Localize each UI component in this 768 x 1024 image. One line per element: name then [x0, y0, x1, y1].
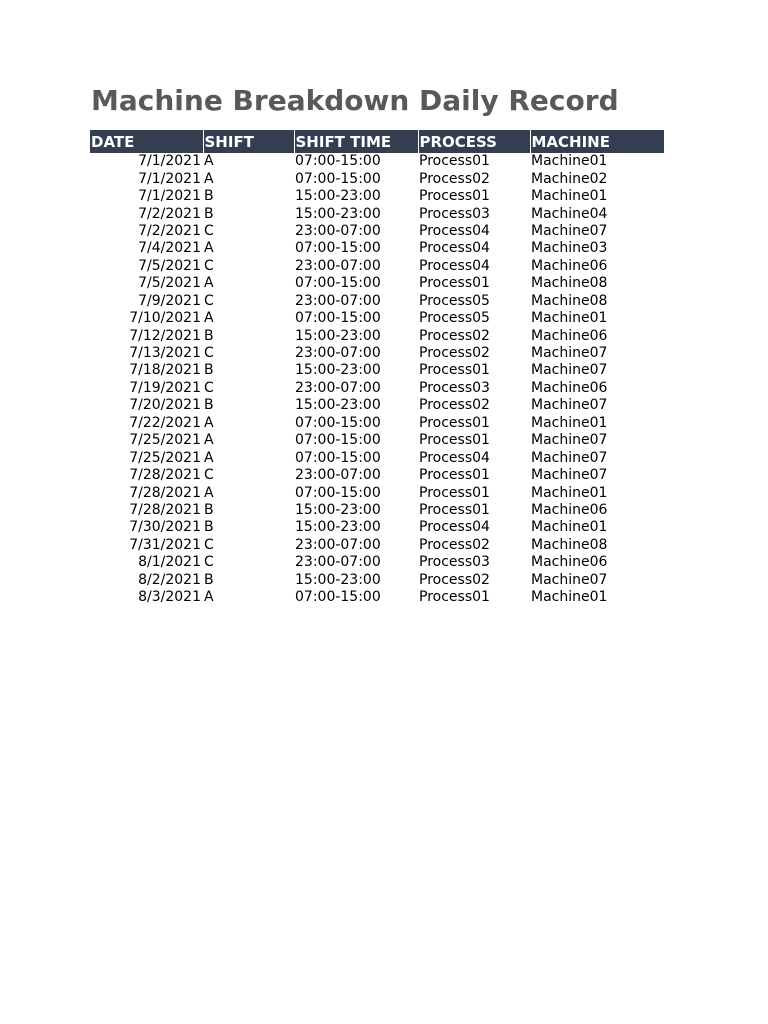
column-header-shift: SHIFT	[203, 130, 294, 153]
date-cell: 7/9/2021	[138, 292, 201, 309]
shift-time-cell: 23:00-07:00	[295, 292, 381, 309]
machine-cell: Machine07	[531, 222, 608, 239]
date-cell: 7/30/2021	[129, 519, 201, 536]
shift-cell: C	[204, 257, 214, 274]
process-cell: Process01	[419, 589, 490, 606]
machine-cell: Machine07	[531, 397, 608, 414]
shift-time-cell: 23:00-07:00	[295, 536, 381, 553]
table-row	[90, 537, 664, 554]
machine-cell: Machine06	[531, 554, 608, 571]
shift-time-cell: 15:00-23:00	[295, 397, 381, 414]
column-header-shift-time: SHIFT TIME	[294, 130, 418, 153]
machine-cell: Machine01	[531, 153, 608, 170]
shift-time-cell: 07:00-15:00	[295, 275, 381, 292]
machine-cell: Machine08	[531, 292, 608, 309]
date-cell: 7/2/2021	[138, 222, 201, 239]
date-cell: 7/1/2021	[138, 153, 201, 170]
machine-cell: Machine06	[531, 501, 608, 518]
column-header-process: PROCESS	[418, 130, 530, 153]
page-title: Machine Breakdown Daily Record	[91, 84, 619, 117]
date-cell: 7/12/2021	[129, 327, 201, 344]
shift-cell: C	[204, 536, 214, 553]
machine-cell: Machine06	[531, 379, 608, 396]
table-header-row	[90, 130, 664, 153]
shift-time-cell: 07:00-15:00	[295, 310, 381, 327]
machine-cell: Machine07	[531, 449, 608, 466]
process-cell: Process01	[419, 153, 490, 170]
shift-time-cell: 07:00-15:00	[295, 432, 381, 449]
machine-cell: Machine01	[531, 414, 608, 431]
table-row	[90, 484, 664, 501]
process-cell: Process01	[419, 484, 490, 501]
shift-time-cell: 15:00-23:00	[295, 362, 381, 379]
table-row	[90, 415, 664, 432]
machine-cell: Machine02	[531, 170, 608, 187]
process-cell: Process01	[419, 467, 490, 484]
date-cell: 7/28/2021	[129, 484, 201, 501]
machine-cell: Machine07	[531, 432, 608, 449]
shift-cell: B	[204, 501, 214, 518]
table-row	[90, 275, 664, 292]
table-row	[90, 502, 664, 519]
table-row	[90, 240, 664, 257]
machine-cell: Machine06	[531, 257, 608, 274]
date-cell: 8/1/2021	[138, 554, 201, 571]
table-row	[90, 362, 664, 379]
process-cell: Process02	[419, 397, 490, 414]
shift-time-cell: 15:00-23:00	[295, 205, 381, 222]
shift-cell: C	[204, 222, 214, 239]
process-cell: Process02	[419, 327, 490, 344]
process-cell: Process02	[419, 345, 490, 362]
process-cell: Process01	[419, 362, 490, 379]
table-row	[90, 554, 664, 571]
process-cell: Process03	[419, 554, 490, 571]
machine-cell: Machine07	[531, 362, 608, 379]
shift-cell: B	[204, 327, 214, 344]
table-row	[90, 188, 664, 205]
date-cell: 7/1/2021	[138, 170, 201, 187]
date-cell: 7/25/2021	[129, 432, 201, 449]
date-cell: 7/25/2021	[129, 449, 201, 466]
table-row	[90, 397, 664, 414]
machine-cell: Machine08	[531, 275, 608, 292]
machine-cell: Machine01	[531, 310, 608, 327]
date-cell: 7/22/2021	[129, 414, 201, 431]
process-cell: Process01	[419, 414, 490, 431]
date-cell: 7/10/2021	[129, 310, 201, 327]
shift-cell: B	[204, 205, 214, 222]
shift-time-cell: 07:00-15:00	[295, 414, 381, 431]
process-cell: Process01	[419, 188, 490, 205]
process-cell: Process04	[419, 222, 490, 239]
table-row	[90, 327, 664, 344]
process-cell: Process04	[419, 257, 490, 274]
table-body	[90, 153, 664, 606]
date-cell: 8/2/2021	[138, 571, 201, 588]
process-cell: Process02	[419, 536, 490, 553]
machine-cell: Machine07	[531, 571, 608, 588]
column-header-machine: MACHINE	[530, 130, 664, 153]
process-cell: Process01	[419, 501, 490, 518]
table-row	[90, 310, 664, 327]
table-row	[90, 170, 664, 187]
date-cell: 7/4/2021	[138, 240, 201, 257]
shift-time-cell: 07:00-15:00	[295, 240, 381, 257]
table-row	[90, 153, 664, 170]
column-header-date: DATE	[90, 130, 203, 153]
breakdown-record-table	[90, 130, 664, 606]
machine-cell: Machine08	[531, 536, 608, 553]
shift-time-cell: 23:00-07:00	[295, 257, 381, 274]
shift-time-cell: 23:00-07:00	[295, 467, 381, 484]
table-row	[90, 205, 664, 222]
date-cell: 7/31/2021	[129, 536, 201, 553]
date-cell: 8/3/2021	[138, 589, 201, 606]
date-cell: 7/5/2021	[138, 275, 201, 292]
shift-time-cell: 07:00-15:00	[295, 170, 381, 187]
process-cell: Process01	[419, 275, 490, 292]
process-cell: Process04	[419, 519, 490, 536]
shift-cell: C	[204, 467, 214, 484]
shift-cell: A	[204, 589, 214, 606]
date-cell: 7/5/2021	[138, 257, 201, 274]
shift-cell: C	[204, 554, 214, 571]
date-cell: 7/18/2021	[129, 362, 201, 379]
shift-time-cell: 07:00-15:00	[295, 589, 381, 606]
table-row	[90, 258, 664, 275]
shift-time-cell: 15:00-23:00	[295, 519, 381, 536]
shift-cell: A	[204, 240, 214, 257]
table-row	[90, 432, 664, 449]
shift-time-cell: 15:00-23:00	[295, 327, 381, 344]
shift-cell: B	[204, 397, 214, 414]
process-cell: Process03	[419, 379, 490, 396]
shift-time-cell: 15:00-23:00	[295, 501, 381, 518]
date-cell: 7/13/2021	[129, 345, 201, 362]
shift-time-cell: 23:00-07:00	[295, 379, 381, 396]
table-row	[90, 380, 664, 397]
process-cell: Process02	[419, 170, 490, 187]
shift-cell: A	[204, 153, 214, 170]
date-cell: 7/2/2021	[138, 205, 201, 222]
table-row	[90, 519, 664, 536]
date-cell: 7/28/2021	[129, 501, 201, 518]
process-cell: Process03	[419, 205, 490, 222]
table-row	[90, 589, 664, 606]
date-cell: 7/1/2021	[138, 188, 201, 205]
shift-cell: A	[204, 310, 214, 327]
machine-cell: Machine01	[531, 188, 608, 205]
shift-time-cell: 15:00-23:00	[295, 571, 381, 588]
process-cell: Process01	[419, 432, 490, 449]
shift-cell: A	[204, 170, 214, 187]
shift-cell: C	[204, 345, 214, 362]
machine-cell: Machine03	[531, 240, 608, 257]
shift-cell: C	[204, 379, 214, 396]
shift-cell: A	[204, 414, 214, 431]
shift-time-cell: 07:00-15:00	[295, 484, 381, 501]
machine-cell: Machine01	[531, 519, 608, 536]
shift-time-cell: 15:00-23:00	[295, 188, 381, 205]
shift-cell: C	[204, 292, 214, 309]
process-cell: Process04	[419, 240, 490, 257]
table-row	[90, 223, 664, 240]
shift-time-cell: 23:00-07:00	[295, 222, 381, 239]
table-row	[90, 345, 664, 362]
process-cell: Process05	[419, 310, 490, 327]
machine-cell: Machine01	[531, 484, 608, 501]
date-cell: 7/19/2021	[129, 379, 201, 396]
shift-cell: A	[204, 484, 214, 501]
shift-time-cell: 07:00-15:00	[295, 153, 381, 170]
shift-cell: A	[204, 449, 214, 466]
shift-cell: B	[204, 188, 214, 205]
machine-cell: Machine01	[531, 589, 608, 606]
process-cell: Process04	[419, 449, 490, 466]
machine-cell: Machine07	[531, 345, 608, 362]
date-cell: 7/20/2021	[129, 397, 201, 414]
machine-cell: Machine06	[531, 327, 608, 344]
table-row	[90, 293, 664, 310]
table-row	[90, 572, 664, 589]
machine-cell: Machine07	[531, 467, 608, 484]
table-row	[90, 449, 664, 466]
table-row	[90, 467, 664, 484]
shift-time-cell: 23:00-07:00	[295, 345, 381, 362]
machine-cell: Machine04	[531, 205, 608, 222]
shift-cell: B	[204, 362, 214, 379]
shift-time-cell: 23:00-07:00	[295, 554, 381, 571]
shift-cell: B	[204, 571, 214, 588]
shift-cell: A	[204, 432, 214, 449]
process-cell: Process05	[419, 292, 490, 309]
date-cell: 7/28/2021	[129, 467, 201, 484]
shift-time-cell: 07:00-15:00	[295, 449, 381, 466]
shift-cell: A	[204, 275, 214, 292]
process-cell: Process02	[419, 571, 490, 588]
shift-cell: B	[204, 519, 214, 536]
